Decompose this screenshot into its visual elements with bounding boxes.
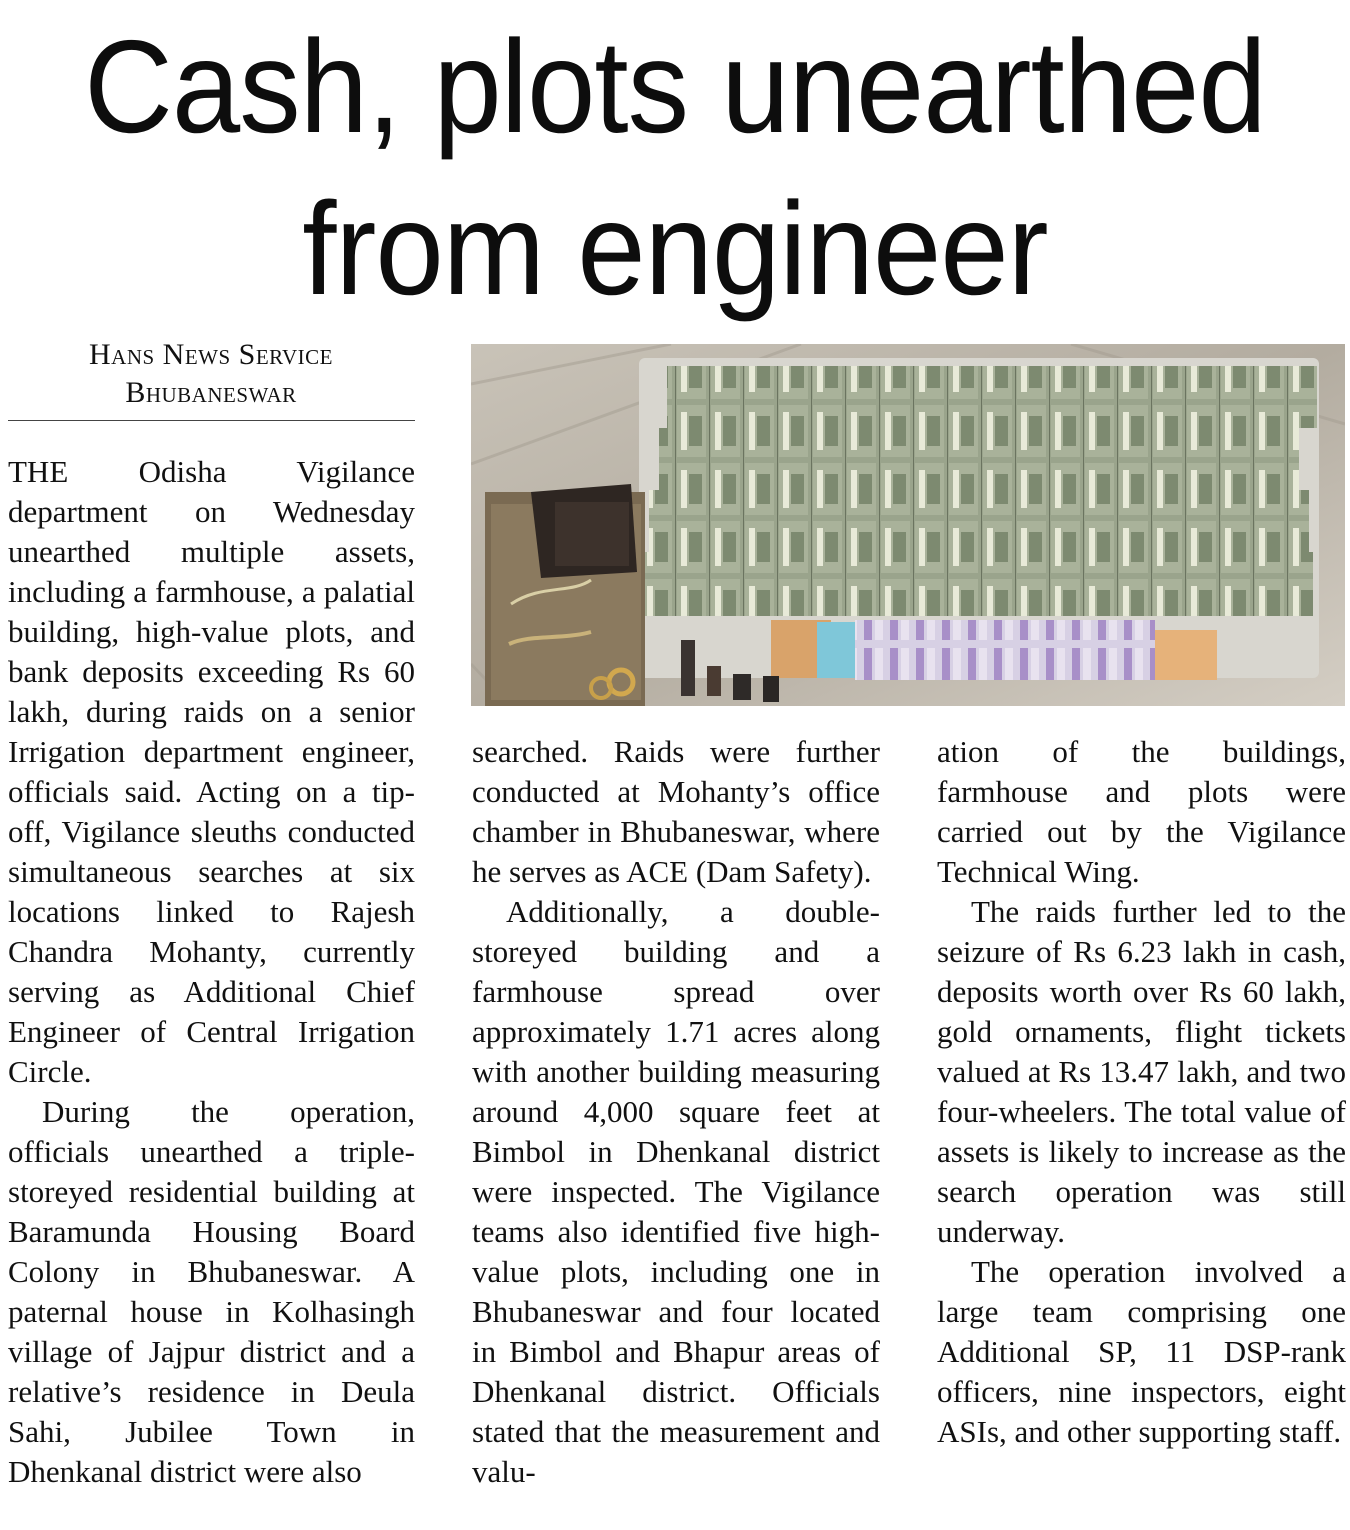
cash-and-jewellery-photo-icon [471, 344, 1345, 706]
byline-divider [8, 420, 415, 421]
article-column-3 [937, 732, 1346, 1452]
paragraph: ation of the buildings, farmhouse and plots were carried out by the Vigilance Technical Wing. [937, 734, 1346, 889]
byline-agency: Hans News Service [89, 338, 333, 371]
byline [8, 336, 414, 412]
paragraph: During the operation, officials unearthed a triple-storeyed residential building at Baramunda Housing Board Colony in Bhubaneswar. A paternal house in Kolhasingh village of Jajpur district and a relative’s residence in Deula Sahi, Jubilee Town in Dhenkanal district were also [8, 1094, 415, 1489]
byline-location: Bhubaneswar [125, 376, 297, 409]
paragraph: The operation involved a large team comprising one Additional SP, 11 DSP-rank officers, nine inspectors, eight ASIs, and other supporting staff. [937, 1254, 1346, 1449]
paragraph: The raids further led to the seizure of Rs 6.23 lakh in cash, deposits worth over Rs 60 lakh, gold ornaments, flight tickets valued at Rs 13.47 lakh, and two four-wheelers. The total value of assets is likely to increase as the search operation was still underway. [937, 894, 1346, 1249]
news-photo [471, 344, 1345, 706]
paragraph: searched. Raids were further conducted at Mohanty’s office chamber in Bhubaneswar, where he serves as ACE (Dam Safety). [472, 734, 880, 889]
article-column-2 [472, 732, 880, 1492]
article-column-1 [8, 452, 415, 1492]
paragraph: THE Odisha Vigilance department on Wednesday unearthed multiple assets, including a farmhouse, a palatial building, high-value plots, and bank deposits exceeding Rs 60 lakh, during raids on a senior Irrigation department engineer, officials said. Acting on a tip-off, Vigilance sleuths conducted simultaneous searches at six locations linked to Rajesh Chandra Mohanty, currently serving as Additional Chief Engineer of Central Irrigation Circle. [8, 454, 415, 1089]
headline-line-1: Cash, plots unearthed [84, 13, 1266, 160]
headline-line-2: from engineer [302, 175, 1048, 322]
paragraph: Additionally, a double-storeyed building and a farmhouse spread over approximately 1.71 acres along with another building measuring around 4,000 square feet at Bimbol in Dhenkanal district were inspected. The Vigilance teams also identified five high-value plots, including one in Bhubaneswar and four located in Bimbol and Bhapur areas of Dhenkanal district. Officials stated that the measurement and valu- [472, 894, 880, 1489]
headline [47, 6, 1303, 330]
